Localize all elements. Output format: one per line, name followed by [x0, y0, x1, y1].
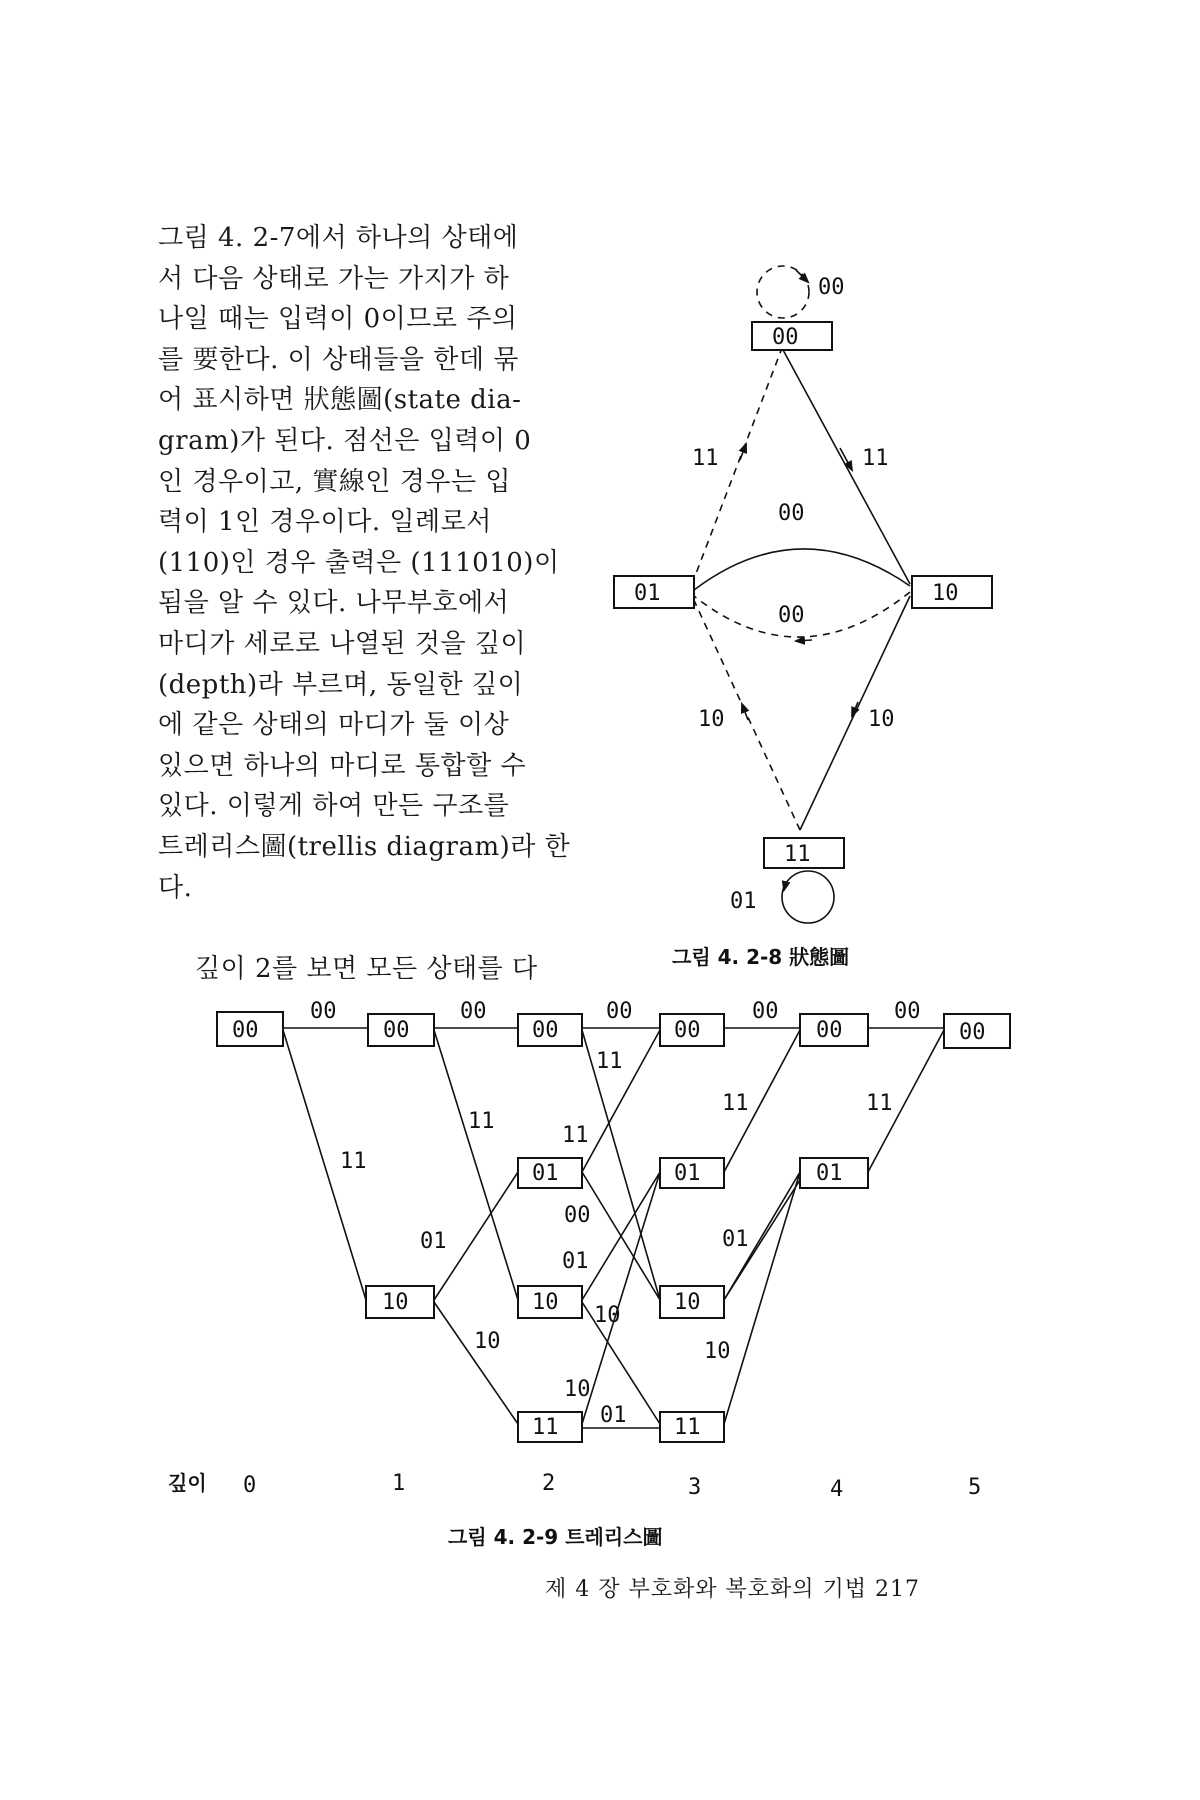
edge-label: 00: [310, 999, 337, 1024]
edge-label: 11: [692, 446, 719, 471]
para-line: 력이 1인 경우이다. 일례로서: [158, 507, 492, 538]
trellis-edge: [724, 1172, 800, 1424]
edge-label: 00: [606, 999, 633, 1024]
edge-01-10: [694, 549, 910, 590]
node-label: 01: [816, 1161, 843, 1186]
para-line: 트레리스圖(trellis diagram)라 한: [158, 831, 571, 862]
node-label: 00: [232, 1018, 259, 1043]
trellis-edge: [434, 1172, 518, 1300]
edge-label: 01: [562, 1249, 589, 1274]
depth-tick: 0: [243, 1473, 257, 1498]
depth-tick: 1: [392, 1471, 406, 1496]
para-line: gram)가 된다. 점선은 입력이 0: [158, 425, 532, 456]
node-label: 00: [383, 1018, 410, 1043]
edge-label: 11: [340, 1149, 367, 1174]
edge-label: 01: [420, 1229, 447, 1254]
edge-label: 00: [778, 501, 805, 526]
node-label: 00: [816, 1018, 843, 1043]
node-label: 00: [532, 1018, 559, 1043]
para-line: 있으면 하나의 마디로 통합할 수: [158, 750, 527, 781]
para-line: 다.: [158, 872, 193, 903]
para-line: 나일 때는 입력이 0이므로 주의: [158, 304, 518, 335]
para-line: 에 같은 상태의 마디가 둘 이상: [158, 710, 510, 741]
node-label: 10: [674, 1290, 701, 1315]
edge-label: 00: [752, 999, 779, 1024]
page-footer: 제 4 장 부호화와 복호화의 기법 217: [545, 1577, 920, 1602]
edge-label: 00: [818, 275, 845, 300]
para-line: 마디가 세로로 나열된 것을 깊이: [158, 628, 527, 659]
para-line: 있다. 이렇게 하여 만든 구조를: [158, 791, 510, 822]
para-line: 인 경우이고, 實線인 경우는 입: [158, 466, 511, 497]
node-label: 00: [674, 1018, 701, 1043]
depth-tick: 4: [830, 1477, 844, 1502]
edge-label: 11: [862, 446, 889, 471]
edge-label: 11: [562, 1123, 589, 1148]
edge-label: 10: [594, 1303, 621, 1328]
figure-caption-4-2-8: 그림 4. 2-8 狀態圖: [672, 945, 850, 969]
trellis-edge: [434, 1030, 518, 1300]
para-line: 를 要한다. 이 상태들을 한데 묶: [158, 344, 519, 375]
depth-tick: 5: [968, 1475, 982, 1500]
node-label: 11: [532, 1415, 559, 1440]
edge-label: 11: [866, 1091, 893, 1116]
trellis-edge: [434, 1302, 518, 1424]
edge-label: 00: [894, 999, 921, 1024]
edge-label: 10: [564, 1377, 591, 1402]
node-label: 10: [532, 1290, 559, 1315]
edge-label: 11: [722, 1091, 749, 1116]
self-loop-11-edge: [782, 871, 834, 923]
edge-label: 00: [778, 603, 805, 628]
node-label: 01: [674, 1161, 701, 1186]
para-line: 그림 4. 2-7에서 하나의 상태에: [158, 223, 519, 253]
para-line: 됨을 알 수 있다. 나무부호에서: [158, 588, 510, 619]
state-diagram: [614, 266, 992, 923]
figure-caption-4-2-9: 그림 4. 2-9 트레리스圖: [448, 1525, 663, 1549]
para-line: 서 다음 상태로 가는 가지가 하: [158, 263, 510, 294]
state-label: 11: [784, 842, 811, 867]
para-line: (110)인 경우 출력은 (111010)이: [158, 547, 560, 578]
depth-tick: 3: [688, 1475, 702, 1500]
trellis-diagram: [217, 999, 1010, 1442]
para-continuation: 깊이 2를 보면 모든 상태를 다: [195, 954, 538, 984]
state-label: 00: [772, 325, 799, 350]
edge-label: 10: [868, 707, 895, 732]
node-label: 10: [382, 1290, 409, 1315]
self-loop-00-edge: [757, 266, 809, 318]
edge-label: 01: [722, 1227, 749, 1252]
para-line: (depth)라 부르며, 동일한 깊이: [158, 669, 524, 700]
node-label: 01: [532, 1161, 559, 1186]
trellis-edge: [582, 1172, 660, 1424]
edge-label: 10: [474, 1329, 501, 1354]
edge-label: 00: [564, 1203, 591, 1228]
edge-label: 01: [730, 889, 757, 914]
node-label: 00: [959, 1020, 986, 1045]
state-label: 01: [634, 581, 661, 606]
depth-tick: 2: [542, 1471, 556, 1496]
para-line: 어 표시하면 狀態圖(state dia-: [158, 385, 522, 416]
depth-label: 깊이: [168, 1471, 207, 1495]
node-label: 11: [674, 1415, 701, 1440]
edge-label: 01: [600, 1403, 627, 1428]
edge-label: 10: [698, 707, 725, 732]
edge-label: 11: [468, 1109, 495, 1134]
edge-label: 00: [460, 999, 487, 1024]
state-label: 10: [932, 581, 959, 606]
edge-label: 10: [704, 1339, 731, 1364]
edge-label: 11: [596, 1049, 623, 1074]
